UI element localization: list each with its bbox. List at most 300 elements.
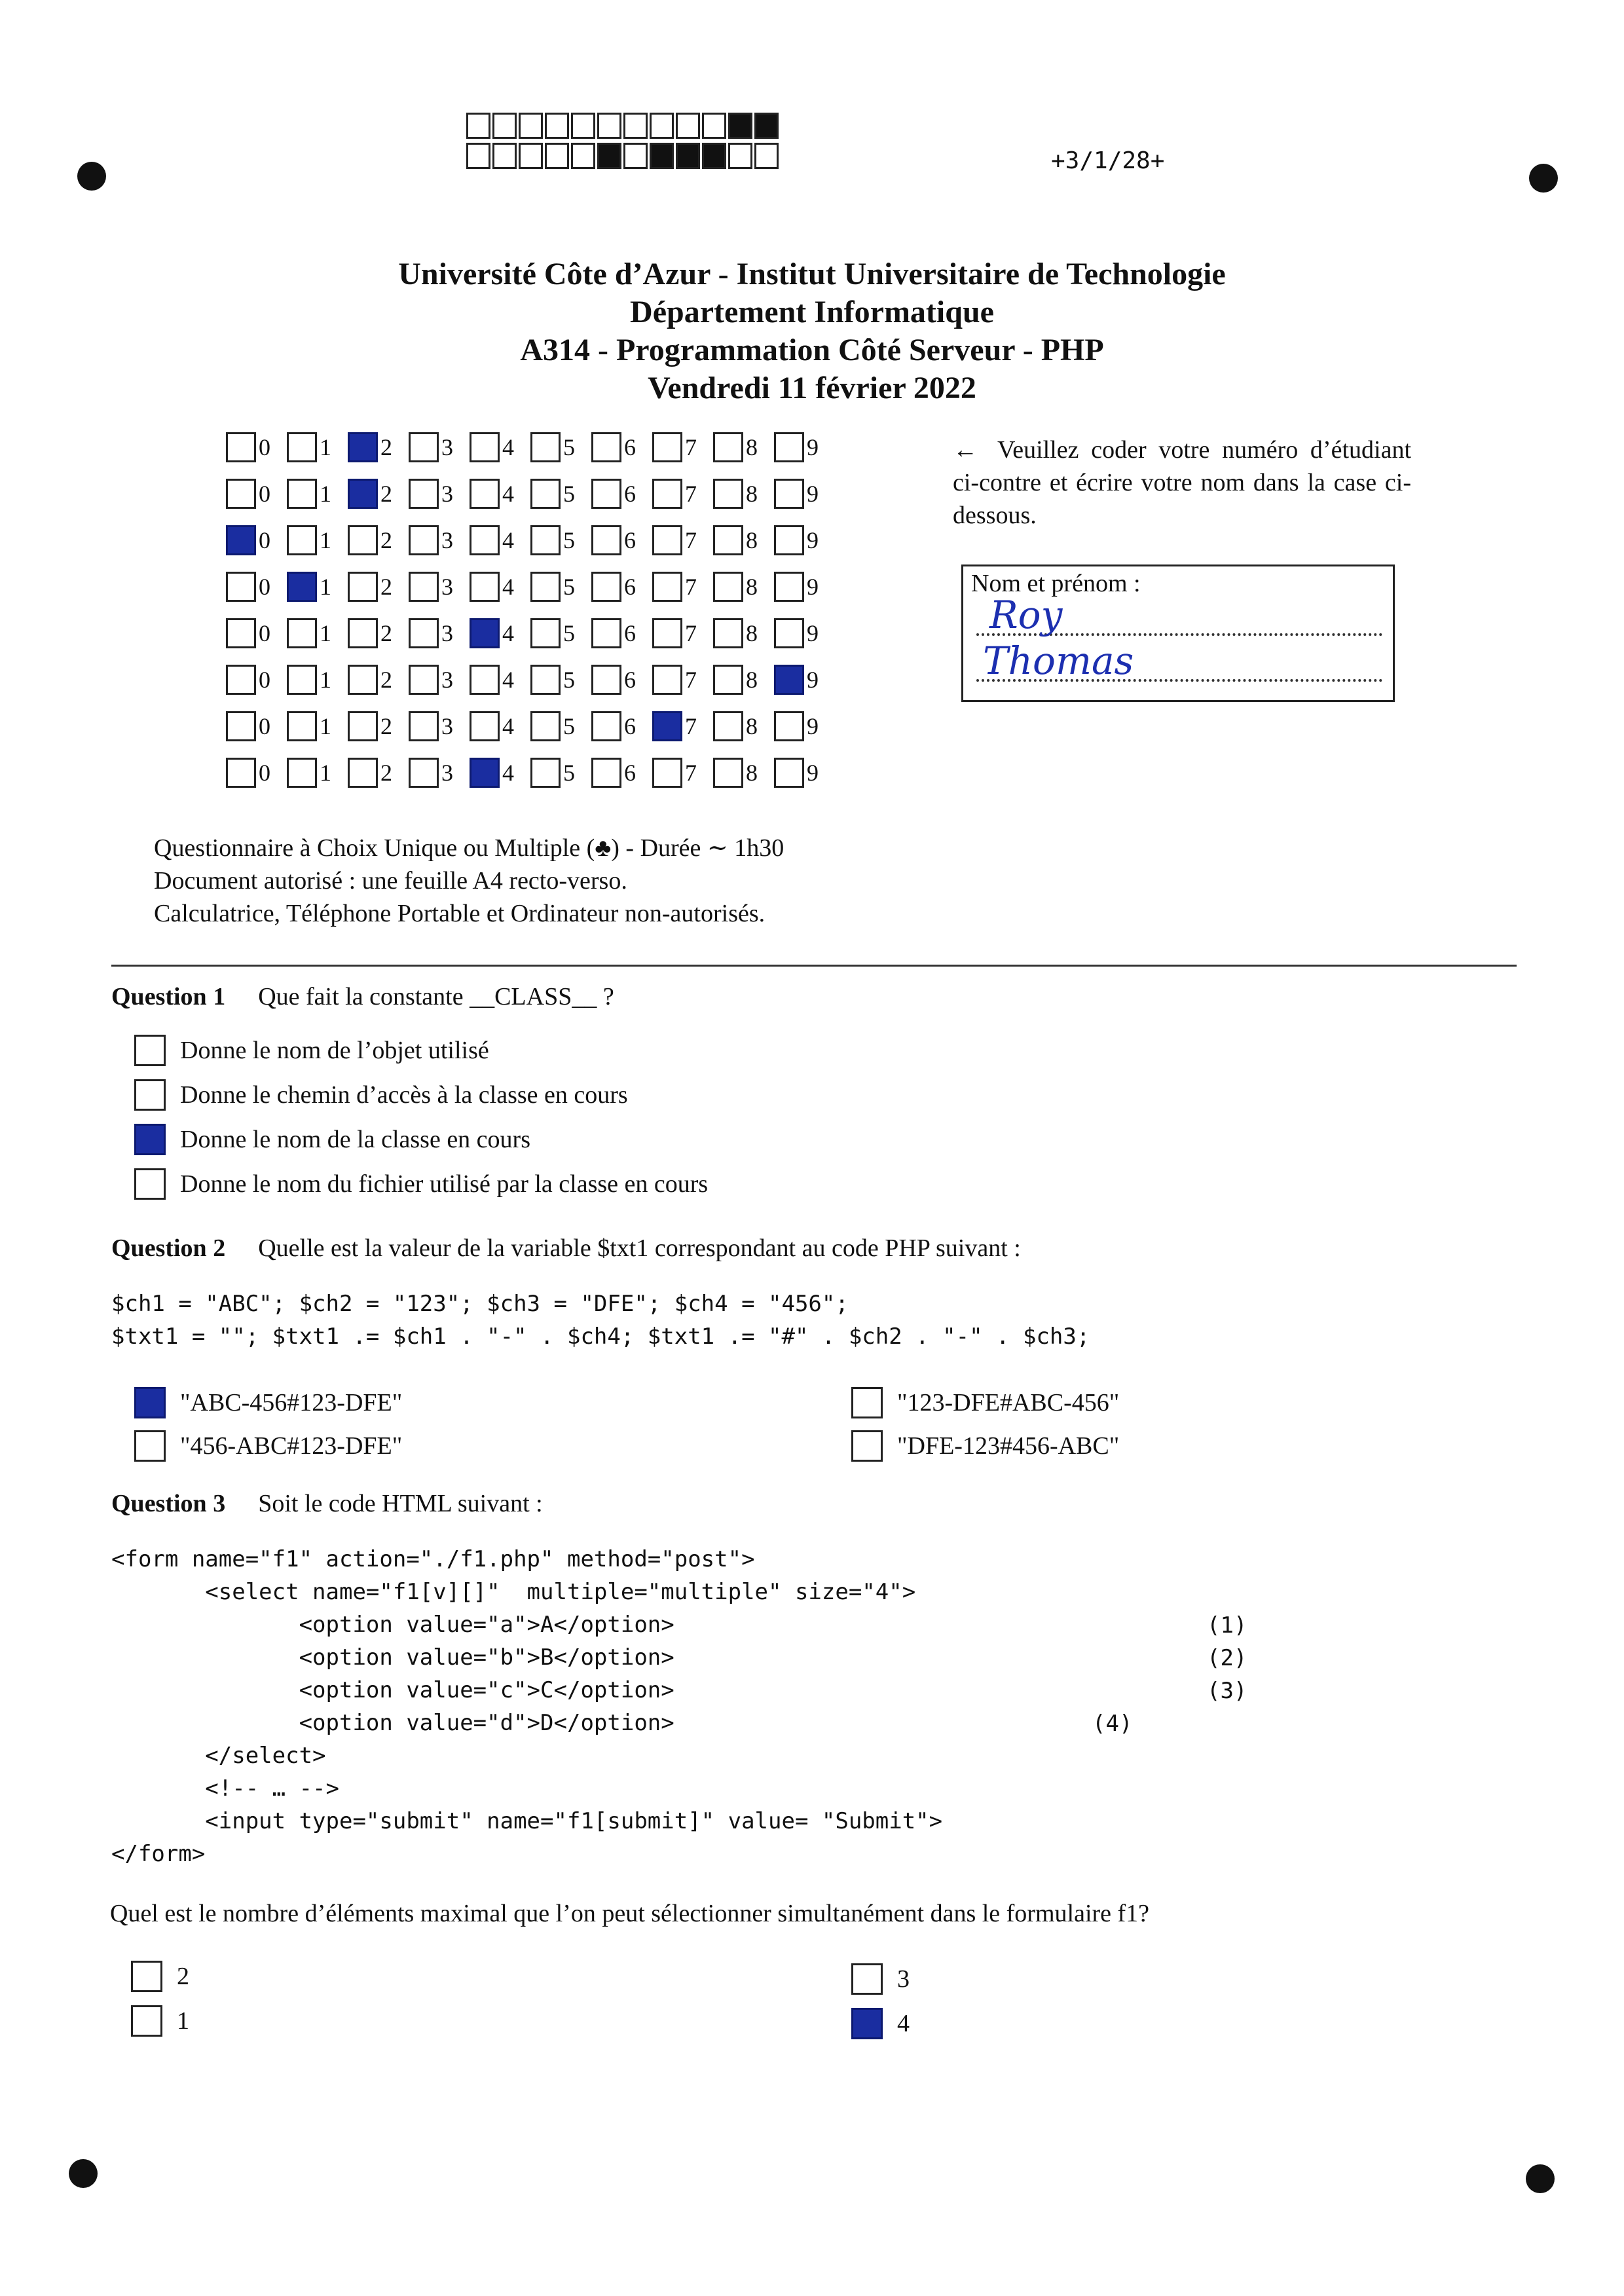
- id-digit-label: 2: [380, 760, 392, 786]
- question-2-header: [111, 1234, 1021, 1263]
- id-digit-option[interactable]: [591, 665, 652, 695]
- title-university: Université Côte d’Azur - Institut Universitaire de Technologie: [398, 257, 1226, 291]
- id-digit-option[interactable]: [652, 758, 713, 788]
- instructions: [953, 434, 1411, 532]
- id-digit-label: 6: [624, 527, 636, 553]
- id-digit-option[interactable]: [226, 572, 287, 602]
- id-digit-label: 2: [380, 713, 392, 739]
- id-digit-label: 1: [320, 620, 331, 646]
- id-digit-checkbox[interactable]: [591, 525, 621, 555]
- question-3-header: [111, 1489, 543, 1518]
- id-digit-label: 8: [746, 620, 758, 646]
- id-digit-option[interactable]: [652, 525, 713, 555]
- q3-option-3-checkbox[interactable]: [131, 2005, 162, 2037]
- id-digit-option[interactable]: [470, 432, 530, 462]
- q1-option-2-text: Donne le chemin d’accès à la classe en cours: [180, 1081, 628, 1109]
- id-digit-label: 1: [320, 713, 331, 739]
- id-digit-option[interactable]: [713, 479, 774, 509]
- id-digit-checkbox[interactable]: [226, 618, 256, 648]
- id-digit-label: 0: [259, 527, 270, 553]
- id-digit-label: 3: [441, 713, 453, 739]
- id-digit-option[interactable]: [652, 432, 713, 462]
- q2-option-3-text: "456-ABC#123-DFE": [180, 1432, 403, 1460]
- id-digit-option[interactable]: [530, 758, 591, 788]
- q2-option-2-text: "123-DFE#ABC-456": [897, 1389, 1120, 1416]
- id-digit-label: 6: [624, 620, 636, 646]
- id-digit-option[interactable]: [470, 711, 530, 741]
- id-digit-option[interactable]: [591, 479, 652, 509]
- id-digit-option[interactable]: [530, 665, 591, 695]
- id-digit-checkbox[interactable]: [591, 572, 621, 602]
- id-digit-checkbox[interactable]: [591, 618, 621, 648]
- id-digit-option[interactable]: [348, 711, 409, 741]
- id-digit-option[interactable]: [591, 432, 652, 462]
- registration-dot-bottom-right: [1526, 2164, 1555, 2193]
- id-digit-checkbox[interactable]: [470, 618, 500, 648]
- question-3-code-line: <option value="a">A</option>: [111, 1612, 674, 1638]
- id-digit-checkbox[interactable]: [530, 618, 561, 648]
- handwritten-last-name: Roy: [989, 593, 1063, 637]
- id-digit-label: 7: [685, 667, 697, 693]
- id-digit-checkbox[interactable]: [774, 432, 804, 462]
- id-digit-option[interactable]: [348, 479, 409, 509]
- id-digit-option[interactable]: [409, 525, 470, 555]
- id-digit-checkbox[interactable]: [530, 479, 561, 509]
- id-digit-option[interactable]: [287, 618, 348, 648]
- registration-dot-top-right: [1529, 164, 1558, 193]
- id-digit-checkbox[interactable]: [348, 618, 378, 648]
- id-digit-label: 9: [807, 620, 819, 646]
- id-digit-checkbox[interactable]: [409, 525, 439, 555]
- id-digit-checkbox[interactable]: [348, 525, 378, 555]
- id-digit-label: 8: [746, 574, 758, 600]
- id-digit-label: 1: [320, 481, 331, 507]
- id-digit-label: 9: [807, 434, 819, 460]
- id-digit-label: 6: [624, 434, 636, 460]
- q1-option-2-checkbox[interactable]: [134, 1079, 166, 1111]
- id-digit-checkbox[interactable]: [470, 432, 500, 462]
- id-digit-option[interactable]: [287, 572, 348, 602]
- id-digit-checkbox[interactable]: [409, 572, 439, 602]
- barcode-row-1: [466, 113, 781, 139]
- id-digit-option[interactable]: [530, 479, 591, 509]
- id-digit-option[interactable]: [591, 758, 652, 788]
- title-date: Vendredi 11 février 2022: [648, 371, 976, 405]
- id-digit-option[interactable]: [774, 525, 835, 555]
- id-digit-label: 3: [441, 667, 453, 693]
- id-digit-label: 9: [807, 713, 819, 739]
- id-digit-option[interactable]: [530, 618, 591, 648]
- title-course: A314 - Programmation Côté Serveur - PHP: [520, 333, 1104, 367]
- id-digit-checkbox[interactable]: [409, 711, 439, 741]
- id-digit-option[interactable]: [348, 525, 409, 555]
- id-digit-option[interactable]: [409, 711, 470, 741]
- id-digit-checkbox[interactable]: [774, 572, 804, 602]
- id-digit-row: [226, 479, 835, 509]
- id-digit-label: 9: [807, 527, 819, 553]
- id-digit-checkbox[interactable]: [287, 432, 317, 462]
- id-digit-label: 4: [502, 667, 514, 693]
- id-digit-checkbox[interactable]: [287, 758, 317, 788]
- q1-option-3[interactable]: [134, 1124, 530, 1155]
- id-digit-option[interactable]: [348, 572, 409, 602]
- q3-option-2-checkbox[interactable]: [851, 1963, 883, 1995]
- question-3-code-line: </select>: [111, 1743, 326, 1769]
- id-digit-checkbox[interactable]: [226, 711, 256, 741]
- id-digit-checkbox[interactable]: [226, 479, 256, 509]
- id-digit-option[interactable]: [774, 618, 835, 648]
- id-digit-checkbox[interactable]: [713, 665, 743, 695]
- id-digit-label: 5: [563, 434, 575, 460]
- id-digit-option[interactable]: [591, 572, 652, 602]
- id-digit-option[interactable]: [409, 618, 470, 648]
- rule-line: Calculatrice, Téléphone Portable et Ordinateur non-autorisés.: [154, 900, 766, 927]
- id-digit-checkbox[interactable]: [348, 479, 378, 509]
- id-digit-checkbox[interactable]: [226, 665, 256, 695]
- id-digit-checkbox[interactable]: [409, 479, 439, 509]
- id-digit-label: 6: [624, 713, 636, 739]
- id-digit-checkbox[interactable]: [530, 432, 561, 462]
- id-digit-option[interactable]: [713, 432, 774, 462]
- q1-option-1-text: Donne le nom de l’objet utilisé: [180, 1037, 489, 1064]
- id-digit-label: 5: [563, 760, 575, 786]
- id-digit-option[interactable]: [470, 665, 530, 695]
- id-digit-label: 4: [502, 574, 514, 600]
- id-digit-label: 6: [624, 574, 636, 600]
- id-digit-checkbox[interactable]: [348, 572, 378, 602]
- id-digit-option[interactable]: [713, 618, 774, 648]
- id-digit-label: 7: [685, 760, 697, 786]
- q3-option-4-text: 4: [897, 2010, 910, 2037]
- id-digit-option[interactable]: [226, 618, 287, 648]
- id-digit-checkbox[interactable]: [530, 665, 561, 695]
- id-digit-option[interactable]: [591, 618, 652, 648]
- id-digit-checkbox[interactable]: [409, 618, 439, 648]
- id-digit-label: 1: [320, 760, 331, 786]
- id-digit-label: 9: [807, 574, 819, 600]
- id-digit-option[interactable]: [591, 525, 652, 555]
- id-digit-checkbox[interactable]: [287, 479, 317, 509]
- id-digit-label: 4: [502, 434, 514, 460]
- id-digit-option[interactable]: [470, 572, 530, 602]
- id-digit-checkbox[interactable]: [226, 432, 256, 462]
- id-digit-checkbox[interactable]: [652, 618, 682, 648]
- id-digit-option[interactable]: [713, 711, 774, 741]
- q2-option-4[interactable]: [851, 1430, 1119, 1462]
- id-digit-option[interactable]: [348, 618, 409, 648]
- id-digit-checkbox[interactable]: [591, 711, 621, 741]
- id-digit-row: [226, 618, 835, 648]
- id-digit-option[interactable]: [287, 479, 348, 509]
- id-digit-label: 3: [441, 620, 453, 646]
- q1-option-2[interactable]: [134, 1079, 628, 1111]
- id-digit-option[interactable]: [713, 665, 774, 695]
- q1-option-3-text: Donne le nom de la classe en cours: [180, 1126, 530, 1153]
- q1-option-3-checkbox[interactable]: [134, 1124, 166, 1155]
- id-digit-label: 5: [563, 481, 575, 507]
- id-digit-checkbox[interactable]: [530, 525, 561, 555]
- id-digit-option[interactable]: [226, 525, 287, 555]
- id-digit-checkbox[interactable]: [409, 665, 439, 695]
- id-digit-option[interactable]: [713, 758, 774, 788]
- name-box[interactable]: [961, 565, 1395, 702]
- q3-option-4[interactable]: [851, 2008, 910, 2039]
- id-digit-option[interactable]: [226, 432, 287, 462]
- id-digit-option[interactable]: [470, 618, 530, 648]
- id-digit-option[interactable]: [409, 432, 470, 462]
- id-digit-checkbox[interactable]: [470, 665, 500, 695]
- code-marker-3: (3): [1207, 1678, 1247, 1704]
- id-digit-row: [226, 525, 835, 555]
- q2-option-1[interactable]: [134, 1387, 402, 1418]
- id-digit-label: 5: [563, 574, 575, 600]
- id-digit-option[interactable]: [774, 665, 835, 695]
- id-digit-checkbox[interactable]: [652, 758, 682, 788]
- id-digit-label: 3: [441, 481, 453, 507]
- id-digit-checkbox[interactable]: [713, 758, 743, 788]
- id-digit-label: 6: [624, 760, 636, 786]
- id-digit-checkbox[interactable]: [652, 711, 682, 741]
- exam-rules: [154, 832, 784, 930]
- id-digit-option[interactable]: [470, 758, 530, 788]
- id-digit-checkbox[interactable]: [591, 479, 621, 509]
- id-digit-row: [226, 711, 835, 741]
- id-digit-checkbox[interactable]: [348, 711, 378, 741]
- id-digit-label: 7: [685, 574, 697, 600]
- id-digit-row: [226, 758, 835, 788]
- id-digit-option[interactable]: [774, 479, 835, 509]
- id-digit-label: 8: [746, 667, 758, 693]
- id-digit-label: 7: [685, 713, 697, 739]
- q2-option-3[interactable]: [134, 1430, 402, 1462]
- id-digit-label: 0: [259, 620, 270, 646]
- id-digit-checkbox[interactable]: [409, 758, 439, 788]
- id-digit-checkbox[interactable]: [287, 665, 317, 695]
- id-digit-checkbox[interactable]: [774, 479, 804, 509]
- id-digit-option[interactable]: [530, 572, 591, 602]
- id-digit-option[interactable]: [287, 432, 348, 462]
- question-3-code-line: <form name="f1" action="./f1.php" method="post">: [111, 1546, 755, 1572]
- id-digit-label: 1: [320, 574, 331, 600]
- id-digit-checkbox[interactable]: [774, 711, 804, 741]
- title-department: Département Informatique: [630, 295, 994, 329]
- q3-option-4-checkbox[interactable]: [851, 2008, 883, 2039]
- id-digit-checkbox[interactable]: [652, 525, 682, 555]
- q3-option-2-text: 3: [897, 1965, 910, 1993]
- id-digit-label: 7: [685, 620, 697, 646]
- id-digit-label: 7: [685, 434, 697, 460]
- id-digit-option[interactable]: [470, 479, 530, 509]
- q1-option-4[interactable]: [134, 1168, 708, 1200]
- id-digit-label: 9: [807, 481, 819, 507]
- id-digit-checkbox[interactable]: [713, 432, 743, 462]
- id-digit-label: 0: [259, 574, 270, 600]
- id-digit-option[interactable]: [652, 479, 713, 509]
- id-digit-checkbox[interactable]: [774, 665, 804, 695]
- q2-option-1-checkbox[interactable]: [134, 1387, 166, 1418]
- q3-option-3[interactable]: [131, 2005, 189, 2037]
- question-3-code-line: <input type="submit" name="f1[submit]" value= "Submit">: [111, 1808, 943, 1834]
- question-2-code-line-1: $ch1 = "ABC"; $ch2 = "123"; $ch3 = "DFE"; $ch4 = "456";: [111, 1291, 849, 1317]
- id-digit-checkbox[interactable]: [470, 572, 500, 602]
- id-digit-option[interactable]: [409, 758, 470, 788]
- question-2-label: Question 2: [111, 1234, 226, 1262]
- q3-option-2[interactable]: [851, 1963, 910, 1995]
- q1-option-4-text: Donne le nom du fichier utilisé par la classe en cours: [180, 1170, 709, 1198]
- id-digit-label: 1: [320, 434, 331, 460]
- id-digit-option[interactable]: [652, 665, 713, 695]
- registration-dot-top-left: [77, 162, 106, 191]
- id-digit-checkbox[interactable]: [713, 572, 743, 602]
- q2-option-3-checkbox[interactable]: [134, 1430, 166, 1462]
- question-3-code-line: <option value="d">D</option>: [111, 1710, 674, 1736]
- id-digit-label: 0: [259, 760, 270, 786]
- id-digit-checkbox[interactable]: [530, 711, 561, 741]
- id-digit-checkbox[interactable]: [348, 758, 378, 788]
- id-digit-option[interactable]: [226, 665, 287, 695]
- id-digit-option[interactable]: [348, 758, 409, 788]
- q2-option-2[interactable]: [851, 1387, 1119, 1418]
- id-digit-option[interactable]: [652, 711, 713, 741]
- id-digit-checkbox[interactable]: [470, 711, 500, 741]
- q2-option-2-checkbox[interactable]: [851, 1387, 883, 1418]
- id-digit-checkbox[interactable]: [470, 525, 500, 555]
- id-digit-option[interactable]: [470, 525, 530, 555]
- id-digit-checkbox[interactable]: [287, 572, 317, 602]
- id-digit-option[interactable]: [774, 758, 835, 788]
- id-digit-label: 9: [807, 667, 819, 693]
- id-digit-label: 5: [563, 620, 575, 646]
- barcode-row-2: [466, 143, 781, 169]
- id-digit-checkbox[interactable]: [287, 618, 317, 648]
- q1-option-4-checkbox[interactable]: [134, 1168, 166, 1200]
- id-digit-option[interactable]: [287, 665, 348, 695]
- id-digit-checkbox[interactable]: [409, 432, 439, 462]
- q1-option-1-checkbox[interactable]: [134, 1035, 166, 1066]
- code-marker-1: (1): [1207, 1612, 1247, 1639]
- id-digit-option[interactable]: [226, 758, 287, 788]
- id-digit-option[interactable]: [774, 572, 835, 602]
- id-digit-option[interactable]: [409, 665, 470, 695]
- id-digit-label: 4: [502, 481, 514, 507]
- id-digit-row: [226, 572, 835, 602]
- question-2-code-line-2: $txt1 = ""; $txt1 .= $ch1 . "-" . $ch4; $txt1 .= "#" . $ch2 . "-" . $ch3;: [111, 1324, 1090, 1350]
- id-digit-option[interactable]: [652, 618, 713, 648]
- id-digit-checkbox[interactable]: [713, 618, 743, 648]
- question-3-followup: Quel est le nombre d’éléments maximal que l’on peut sélectionner simultanément dans le formulaire f1?: [110, 1900, 1150, 1927]
- q2-option-1-text: "ABC-456#123-DFE": [180, 1389, 403, 1416]
- id-digit-label: 8: [746, 713, 758, 739]
- q3-option-1[interactable]: [131, 1961, 189, 1992]
- id-digit-checkbox[interactable]: [226, 525, 256, 555]
- question-3-text: Soit le code HTML suivant :: [258, 1490, 543, 1517]
- q2-option-4-checkbox[interactable]: [851, 1430, 883, 1462]
- id-digit-checkbox[interactable]: [713, 479, 743, 509]
- question-1-header: [111, 982, 614, 1011]
- id-digit-checkbox[interactable]: [652, 572, 682, 602]
- id-digit-label: 0: [259, 481, 270, 507]
- q3-option-1-text: 2: [177, 1963, 189, 1990]
- id-digit-checkbox[interactable]: [530, 572, 561, 602]
- id-digit-label: 3: [441, 527, 453, 553]
- question-1-label: Question 1: [111, 983, 226, 1010]
- id-digit-label: 8: [746, 760, 758, 786]
- id-digit-option[interactable]: [774, 711, 835, 741]
- id-digit-checkbox[interactable]: [652, 665, 682, 695]
- id-digit-option[interactable]: [287, 758, 348, 788]
- id-digit-option[interactable]: [591, 711, 652, 741]
- instructions-text: Veuillez coder votre numéro d’étudiant ci-contre et écrire votre nom dans la case ci-dessous.: [953, 436, 1411, 529]
- id-digit-checkbox[interactable]: [652, 479, 682, 509]
- id-digit-option[interactable]: [530, 525, 591, 555]
- id-digit-option[interactable]: [409, 572, 470, 602]
- id-digit-label: 5: [563, 713, 575, 739]
- id-digit-checkbox[interactable]: [652, 432, 682, 462]
- id-digit-checkbox[interactable]: [348, 665, 378, 695]
- id-digit-checkbox[interactable]: [226, 758, 256, 788]
- id-digit-option[interactable]: [348, 432, 409, 462]
- id-digit-option[interactable]: [652, 572, 713, 602]
- q1-option-1[interactable]: [134, 1035, 489, 1066]
- id-digit-option[interactable]: [713, 525, 774, 555]
- id-digit-label: 2: [380, 574, 392, 600]
- sheet-code: +3/1/28+: [1051, 147, 1165, 174]
- id-digit-checkbox[interactable]: [591, 665, 621, 695]
- q3-option-3-text: 1: [177, 2007, 189, 2035]
- id-digit-option[interactable]: [774, 432, 835, 462]
- id-digit-option[interactable]: [287, 525, 348, 555]
- id-digit-option[interactable]: [530, 432, 591, 462]
- id-digit-checkbox[interactable]: [530, 758, 561, 788]
- name-box-label: Nom et prénom :: [971, 570, 1141, 597]
- divider: [111, 965, 1517, 967]
- id-digit-checkbox[interactable]: [774, 525, 804, 555]
- id-digit-checkbox[interactable]: [774, 758, 804, 788]
- id-digit-label: 0: [259, 667, 270, 693]
- id-digit-label: 2: [380, 667, 392, 693]
- id-digit-option[interactable]: [226, 711, 287, 741]
- id-digit-checkbox[interactable]: [470, 758, 500, 788]
- id-digit-option[interactable]: [530, 711, 591, 741]
- id-digit-checkbox[interactable]: [591, 758, 621, 788]
- id-digit-checkbox[interactable]: [713, 711, 743, 741]
- id-digit-option[interactable]: [348, 665, 409, 695]
- code-marker-4: (4): [1092, 1711, 1133, 1737]
- id-digit-option[interactable]: [409, 479, 470, 509]
- id-digit-label: 8: [746, 527, 758, 553]
- id-digit-option[interactable]: [226, 479, 287, 509]
- id-digit-label: 0: [259, 434, 270, 460]
- id-digit-label: 3: [441, 434, 453, 460]
- id-digit-checkbox[interactable]: [287, 525, 317, 555]
- id-digit-label: 6: [624, 481, 636, 507]
- id-digit-label: 4: [502, 620, 514, 646]
- id-digit-option[interactable]: [713, 572, 774, 602]
- id-digit-checkbox[interactable]: [470, 479, 500, 509]
- id-digit-checkbox[interactable]: [287, 711, 317, 741]
- id-digit-label: 4: [502, 760, 514, 786]
- id-digit-checkbox[interactable]: [774, 618, 804, 648]
- id-digit-checkbox[interactable]: [591, 432, 621, 462]
- id-digit-checkbox[interactable]: [713, 525, 743, 555]
- id-digit-label: 8: [746, 434, 758, 460]
- id-digit-checkbox[interactable]: [348, 432, 378, 462]
- question-3-code-line: <option value="b">B</option>: [111, 1644, 674, 1671]
- id-digit-option[interactable]: [287, 711, 348, 741]
- q3-option-1-checkbox[interactable]: [131, 1961, 162, 1992]
- id-digit-checkbox[interactable]: [226, 572, 256, 602]
- code-marker-2: (2): [1207, 1645, 1247, 1671]
